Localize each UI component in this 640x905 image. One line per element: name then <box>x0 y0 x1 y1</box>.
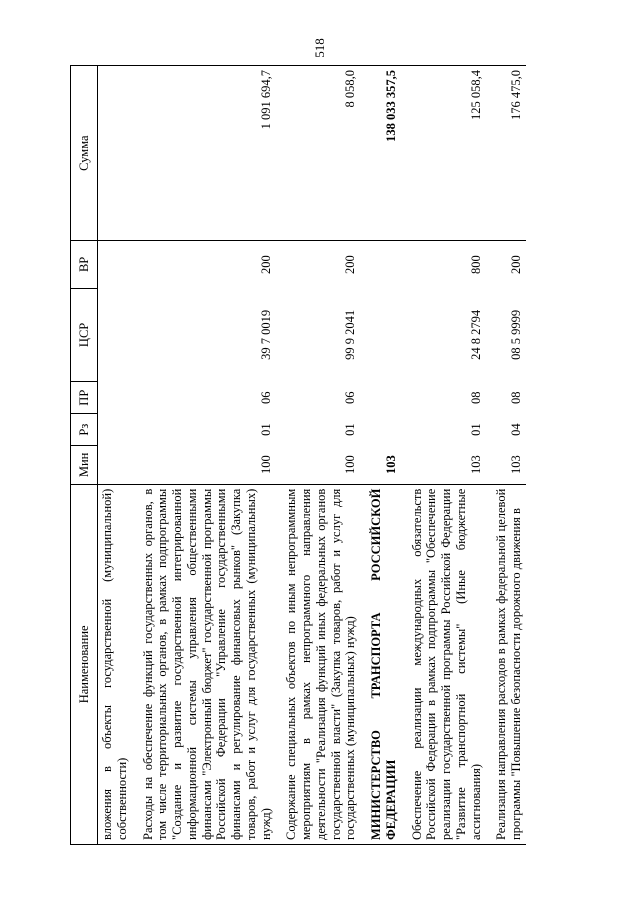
row-name: Обеспечение реализации международных обязательств Российской Федерации в рамках подпрограммы "Обеспечение реализации государственной программы Российской Федерации "Развитие транспортной системы" (Иные бюджетные ассигнования) <box>401 484 486 844</box>
table-body <box>98 66 526 845</box>
header-rz: Рз <box>71 414 98 446</box>
table-row <box>98 66 132 845</box>
header-pr: ПР <box>71 382 98 414</box>
row-min: 103 <box>468 455 483 475</box>
row-rz: 01 <box>468 423 483 436</box>
row-sum: 176 475,0 <box>485 66 526 241</box>
row-min: 100 <box>258 455 273 475</box>
row-vr: 800 <box>468 255 483 275</box>
row-rz <box>360 414 401 446</box>
row-csr: 24 8 2794 <box>468 309 483 360</box>
table-row <box>360 66 401 845</box>
row-name: Содержание специальных объектов по иным непрограммным мероприятиям в рамках непрограммного направления деятельности "Реализация функций иных федеральных органов государственной власти" (Закупка товаров, работ и услуг для государственных (муниципальных) нужд) <box>275 484 360 844</box>
row-vr <box>360 241 401 288</box>
row-pr <box>98 382 132 414</box>
row-rz: 04 <box>509 423 523 436</box>
header-vr: ВР <box>71 241 98 288</box>
row-vr: 200 <box>343 255 358 275</box>
row-csr <box>98 288 132 382</box>
row-csr: 08 5 9999 <box>509 309 523 360</box>
row-csr: 39 7 0019 <box>258 309 273 360</box>
row-rz <box>98 414 132 446</box>
table-row <box>485 66 526 845</box>
row-vr: 200 <box>258 255 273 275</box>
row-name: Расходы на обеспечение функций государственных органов, в том числе территориальных органов, в рамках подпрограммы "Создание и развитие государственной интегрированной информационной системы управления общественными финансами "Электронный бюджет" государственной программы Российской Федерации "Управление государственными финансами и регулирование финансовых рынков" (Закупка товаров, работ и услуг для государственных (муниципальных) нужд) <box>132 484 276 844</box>
row-pr: 08 <box>509 391 523 404</box>
row-name: Реализация направления расходов в рамках федеральной целевой программы "Повышение безопасности дорожного движения в <box>485 484 526 844</box>
row-rz: 01 <box>343 423 358 436</box>
table-row <box>401 66 486 845</box>
row-name: МИНИСТЕРСТВО ТРАНСПОРТА РОССИЙСКОЙ ФЕДЕРАЦИИ <box>360 484 401 844</box>
row-min: 103 <box>509 455 523 475</box>
page-number: 518 <box>312 38 327 58</box>
row-sum: 1 091 694,7 <box>132 66 276 241</box>
row-min: 103 <box>383 455 398 475</box>
header-row <box>71 66 98 845</box>
table-row <box>275 66 360 845</box>
header-csr: ЦСР <box>71 288 98 382</box>
row-vr: 200 <box>509 255 523 275</box>
row-sum: 125 058,4 <box>401 66 486 241</box>
rotated-table-area <box>70 65 605 845</box>
row-pr: 06 <box>258 391 273 404</box>
table-row <box>132 66 276 845</box>
row-min <box>98 446 132 485</box>
row-min: 100 <box>343 455 358 475</box>
row-sum <box>98 66 132 241</box>
row-pr <box>360 382 401 414</box>
row-rz: 01 <box>258 423 273 436</box>
row-csr <box>360 288 401 382</box>
table-container <box>70 65 605 845</box>
row-csr: 99 9 2041 <box>343 309 358 360</box>
header-min: Мин <box>71 446 98 485</box>
budget-table <box>70 65 526 845</box>
row-pr: 08 <box>468 391 483 404</box>
row-vr <box>98 241 132 288</box>
row-pr: 06 <box>343 391 358 404</box>
header-sum: Сумма <box>71 66 98 241</box>
header-name: Наименование <box>71 484 98 844</box>
row-name: вложения в объекты государственной (муниципальной) собственности) <box>98 484 132 844</box>
row-sum: 138 033 357,5 <box>360 66 401 241</box>
row-sum: 8 058,0 <box>275 66 360 241</box>
